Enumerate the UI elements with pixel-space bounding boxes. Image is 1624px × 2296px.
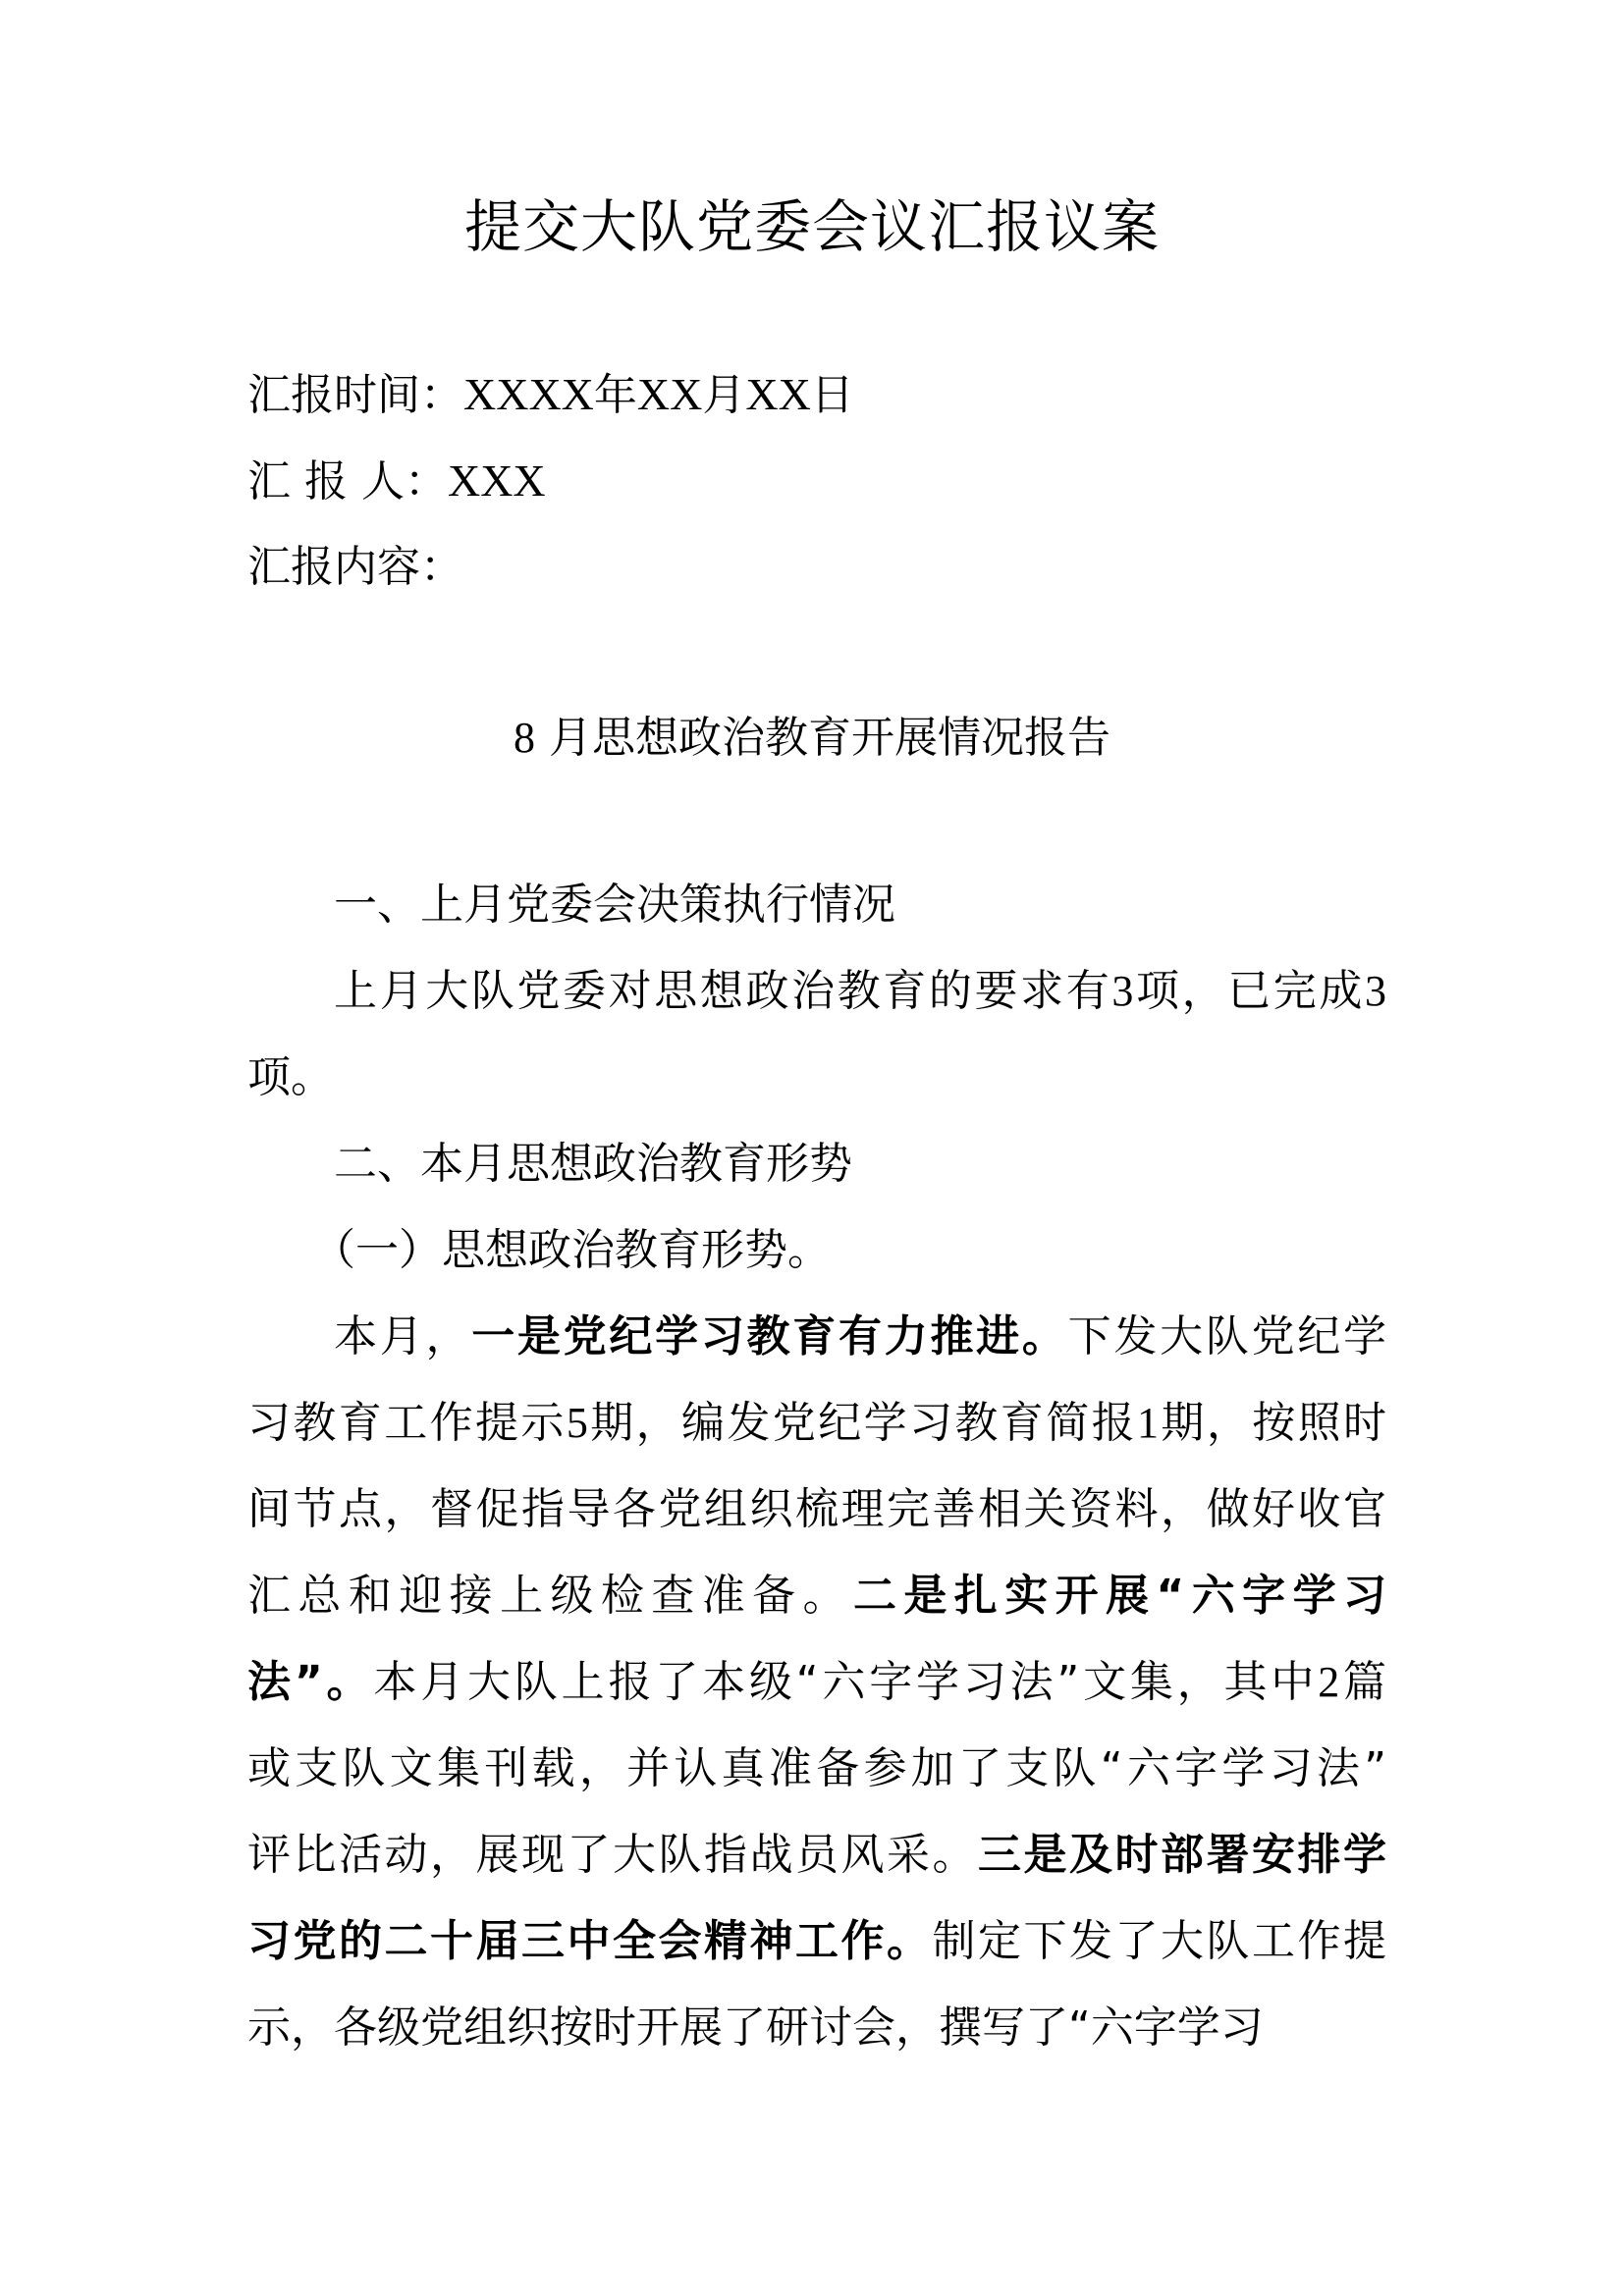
bold-text-run: 一是党纪学习教育有力推进。 bbox=[471, 1311, 1068, 1362]
section-2-subheading: （一）思想政治教育形势。 bbox=[312, 1225, 831, 1275]
section-2-paragraph-line-4 bbox=[247, 1553, 1386, 1639]
section-2-paragraph-line-9 bbox=[247, 1985, 1386, 2071]
section-2-paragraph-line-6 bbox=[247, 1726, 1386, 1812]
number-run: 5 bbox=[566, 1399, 588, 1447]
month-unit: 月 bbox=[702, 370, 746, 420]
day-unit: 日 bbox=[810, 370, 854, 420]
section-2-paragraph-line-3 bbox=[247, 1467, 1386, 1553]
bold-text-run: 习党的二十届三中全会精神工作。 bbox=[247, 1916, 933, 1966]
report-title-month: 8 bbox=[514, 714, 535, 762]
report-title-text: 月思想政治教育开展情况报告 bbox=[549, 713, 1110, 763]
section-1-heading: 一、上月党委会决策执行情况 bbox=[334, 880, 895, 930]
section-2-heading: 二、本月思想政治教育形势 bbox=[334, 1139, 852, 1189]
section-2-paragraph-line-1 bbox=[247, 1294, 1386, 1380]
text-run: 下发大队党纪学 bbox=[1067, 1311, 1387, 1362]
report-content-label: 汇报内容： bbox=[247, 542, 463, 592]
text-run: 本月大队上报了本级“六字学习法”文集，其中 bbox=[373, 1657, 1319, 1707]
text-run: 评比活动，展现了大队指战员风采。 bbox=[247, 1830, 978, 1880]
text-run: 间节点，督促指导各党组织梳理完善相关资料，做好收官 bbox=[247, 1484, 1386, 1534]
section-2-paragraph-line-5 bbox=[247, 1639, 1386, 1726]
year-unit: 年 bbox=[593, 370, 637, 420]
document-title: 提交大队党委会议汇报议案 bbox=[463, 193, 1160, 260]
text-run: 制定下发了大队工作提 bbox=[932, 1916, 1386, 1966]
number-run: 3 bbox=[1111, 967, 1134, 1015]
bold-text-run: 二是扎实开展“六字学习 bbox=[852, 1571, 1386, 1621]
text-run: 或支队文集刊载，并认真准备参加了支队“六字学习法” bbox=[247, 1743, 1386, 1793]
text-run: 项，已完成 bbox=[1133, 966, 1366, 1016]
number-run: 2 bbox=[1318, 1658, 1340, 1706]
reporter-line bbox=[247, 452, 546, 511]
text-run: 示，各级党组织按时开展了研讨会，撰写了“六字学习 bbox=[247, 2002, 1264, 2053]
text-run: 期，按照时 bbox=[1159, 1398, 1387, 1448]
section-2-paragraph-line-2 bbox=[247, 1380, 1386, 1467]
report-year: XXXX bbox=[463, 369, 594, 419]
bold-text-run: 法”。 bbox=[247, 1657, 374, 1707]
section-2-paragraph bbox=[247, 1294, 1386, 2071]
report-title bbox=[0, 709, 1624, 768]
bold-text-run: 三是及时部署安排学 bbox=[978, 1830, 1386, 1880]
section-2 bbox=[247, 1121, 1386, 2071]
report-month: XX bbox=[636, 369, 703, 419]
section-2-paragraph-line-8 bbox=[247, 1898, 1386, 1985]
text-run: 本月， bbox=[334, 1311, 472, 1362]
section-1-paragraph-line-2: 项。 bbox=[247, 1052, 334, 1102]
text-run: 上月大队党委对思想政治教育的要求有 bbox=[334, 966, 1112, 1016]
section-2-paragraph-line-7 bbox=[247, 1812, 1386, 1898]
text-run: 汇总和迎接上级检查准备。 bbox=[247, 1571, 853, 1621]
text-run: 篇 bbox=[1339, 1657, 1387, 1707]
section-1 bbox=[247, 862, 1386, 1121]
number-run: 3 bbox=[1365, 967, 1387, 1015]
report-time-label: 汇报时间： bbox=[247, 370, 463, 420]
text-run: 习教育工作提示 bbox=[247, 1398, 567, 1448]
text-run: 期，编发党纪学习教育简报 bbox=[587, 1398, 1138, 1448]
report-content-line bbox=[247, 538, 463, 597]
reporter-label: 汇 报 人： bbox=[247, 456, 448, 507]
reporter-value: XXX bbox=[447, 455, 546, 506]
section-1-paragraph-line-1 bbox=[247, 948, 1386, 1035]
report-day: XX bbox=[745, 369, 811, 419]
number-run: 1 bbox=[1137, 1399, 1160, 1447]
report-time-line bbox=[247, 365, 854, 425]
